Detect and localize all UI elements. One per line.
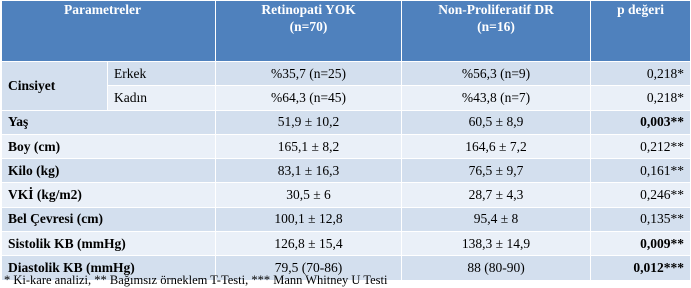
header-row bbox=[2, 1, 691, 62]
row-sublabel: Erkek bbox=[108, 62, 216, 86]
cell-non-proliferatif: 88 (80-90) bbox=[402, 256, 591, 280]
cell-non-proliferatif: 164,6 ± 7,2 bbox=[402, 134, 591, 158]
row-label: Diastolik KB (mmHg) bbox=[2, 256, 216, 280]
table-row bbox=[2, 183, 691, 207]
cell-retinopati-yok: 126,8 ± 15,4 bbox=[216, 232, 402, 256]
row-label: Sistolik KB (mmHg) bbox=[2, 232, 216, 256]
cell-retinopati-yok: %64,3 (n=45) bbox=[216, 86, 402, 110]
row-label: Kilo (kg) bbox=[2, 159, 216, 183]
cell-p-value: 0,246** bbox=[591, 183, 691, 207]
header-retinopati-yok-title: Retinopati YOK bbox=[261, 2, 356, 17]
table-row bbox=[2, 62, 691, 86]
header-p-degeri: p değeri bbox=[591, 1, 691, 62]
cell-retinopati-yok: 51,9 ± 10,2 bbox=[216, 110, 402, 134]
table-row bbox=[2, 134, 691, 158]
cell-retinopati-yok: 83,1 ± 16,3 bbox=[216, 159, 402, 183]
cell-retinopati-yok: 30,5 ± 6 bbox=[216, 183, 402, 207]
cell-p-value: 0,003** bbox=[591, 110, 691, 134]
cell-retinopati-yok: 100,1 ± 12,8 bbox=[216, 207, 402, 231]
cell-retinopati-yok: %35,7 (n=25) bbox=[216, 62, 402, 86]
cell-non-proliferatif: 138,3 ± 14,9 bbox=[402, 232, 591, 256]
row-label: VKİ (kg/m2) bbox=[2, 183, 216, 207]
table-row bbox=[2, 232, 691, 256]
cell-non-proliferatif: 95,4 ± 8 bbox=[402, 207, 591, 231]
cell-non-proliferatif: %43,8 (n=7) bbox=[402, 86, 591, 110]
cell-p-value: 0,161** bbox=[591, 159, 691, 183]
footnote: * Ki-kare analizi, ** Bağımsız örneklem T-Testi, *** Mann Whitney U Testi bbox=[4, 273, 388, 287]
table-row bbox=[2, 159, 691, 183]
cell-p-value: 0,218* bbox=[591, 86, 691, 110]
cell-retinopati-yok: 165,1 ± 8,2 bbox=[216, 134, 402, 158]
header-retinopati-yok bbox=[216, 1, 402, 62]
cell-p-value: 0,218* bbox=[591, 62, 691, 86]
header-non-proliferatif-dr-title: Non-Proliferatif DR bbox=[438, 2, 554, 17]
cell-non-proliferatif: 76,5 ± 9,7 bbox=[402, 159, 591, 183]
table-row bbox=[2, 110, 691, 134]
header-parametreler: Parametreler bbox=[2, 1, 216, 62]
cell-p-value: 0,012*** bbox=[591, 256, 691, 280]
header-non-proliferatif-dr-n: (n=16) bbox=[477, 19, 515, 34]
header-non-proliferatif-dr bbox=[402, 1, 591, 62]
cell-non-proliferatif: 60,5 ± 8,9 bbox=[402, 110, 591, 134]
row-sublabel: Kadın bbox=[108, 86, 216, 110]
cell-p-value: 0,135** bbox=[591, 207, 691, 231]
row-label: Bel Çevresi (cm) bbox=[2, 207, 216, 231]
row-label: Boy (cm) bbox=[2, 134, 216, 158]
row-label: Yaş bbox=[2, 110, 216, 134]
header-retinopati-yok-n: (n=70) bbox=[289, 19, 328, 34]
cell-non-proliferatif: %56,3 (n=9) bbox=[402, 62, 591, 86]
cell-p-value: 0,212** bbox=[591, 134, 691, 158]
row-label: Cinsiyet bbox=[2, 62, 108, 111]
cell-p-value: 0,009** bbox=[591, 232, 691, 256]
cell-retinopati-yok: 79,5 (70-86) bbox=[216, 256, 402, 280]
stats-table bbox=[1, 0, 691, 281]
cell-non-proliferatif: 28,7 ± 4,3 bbox=[402, 183, 591, 207]
table-row bbox=[2, 207, 691, 231]
